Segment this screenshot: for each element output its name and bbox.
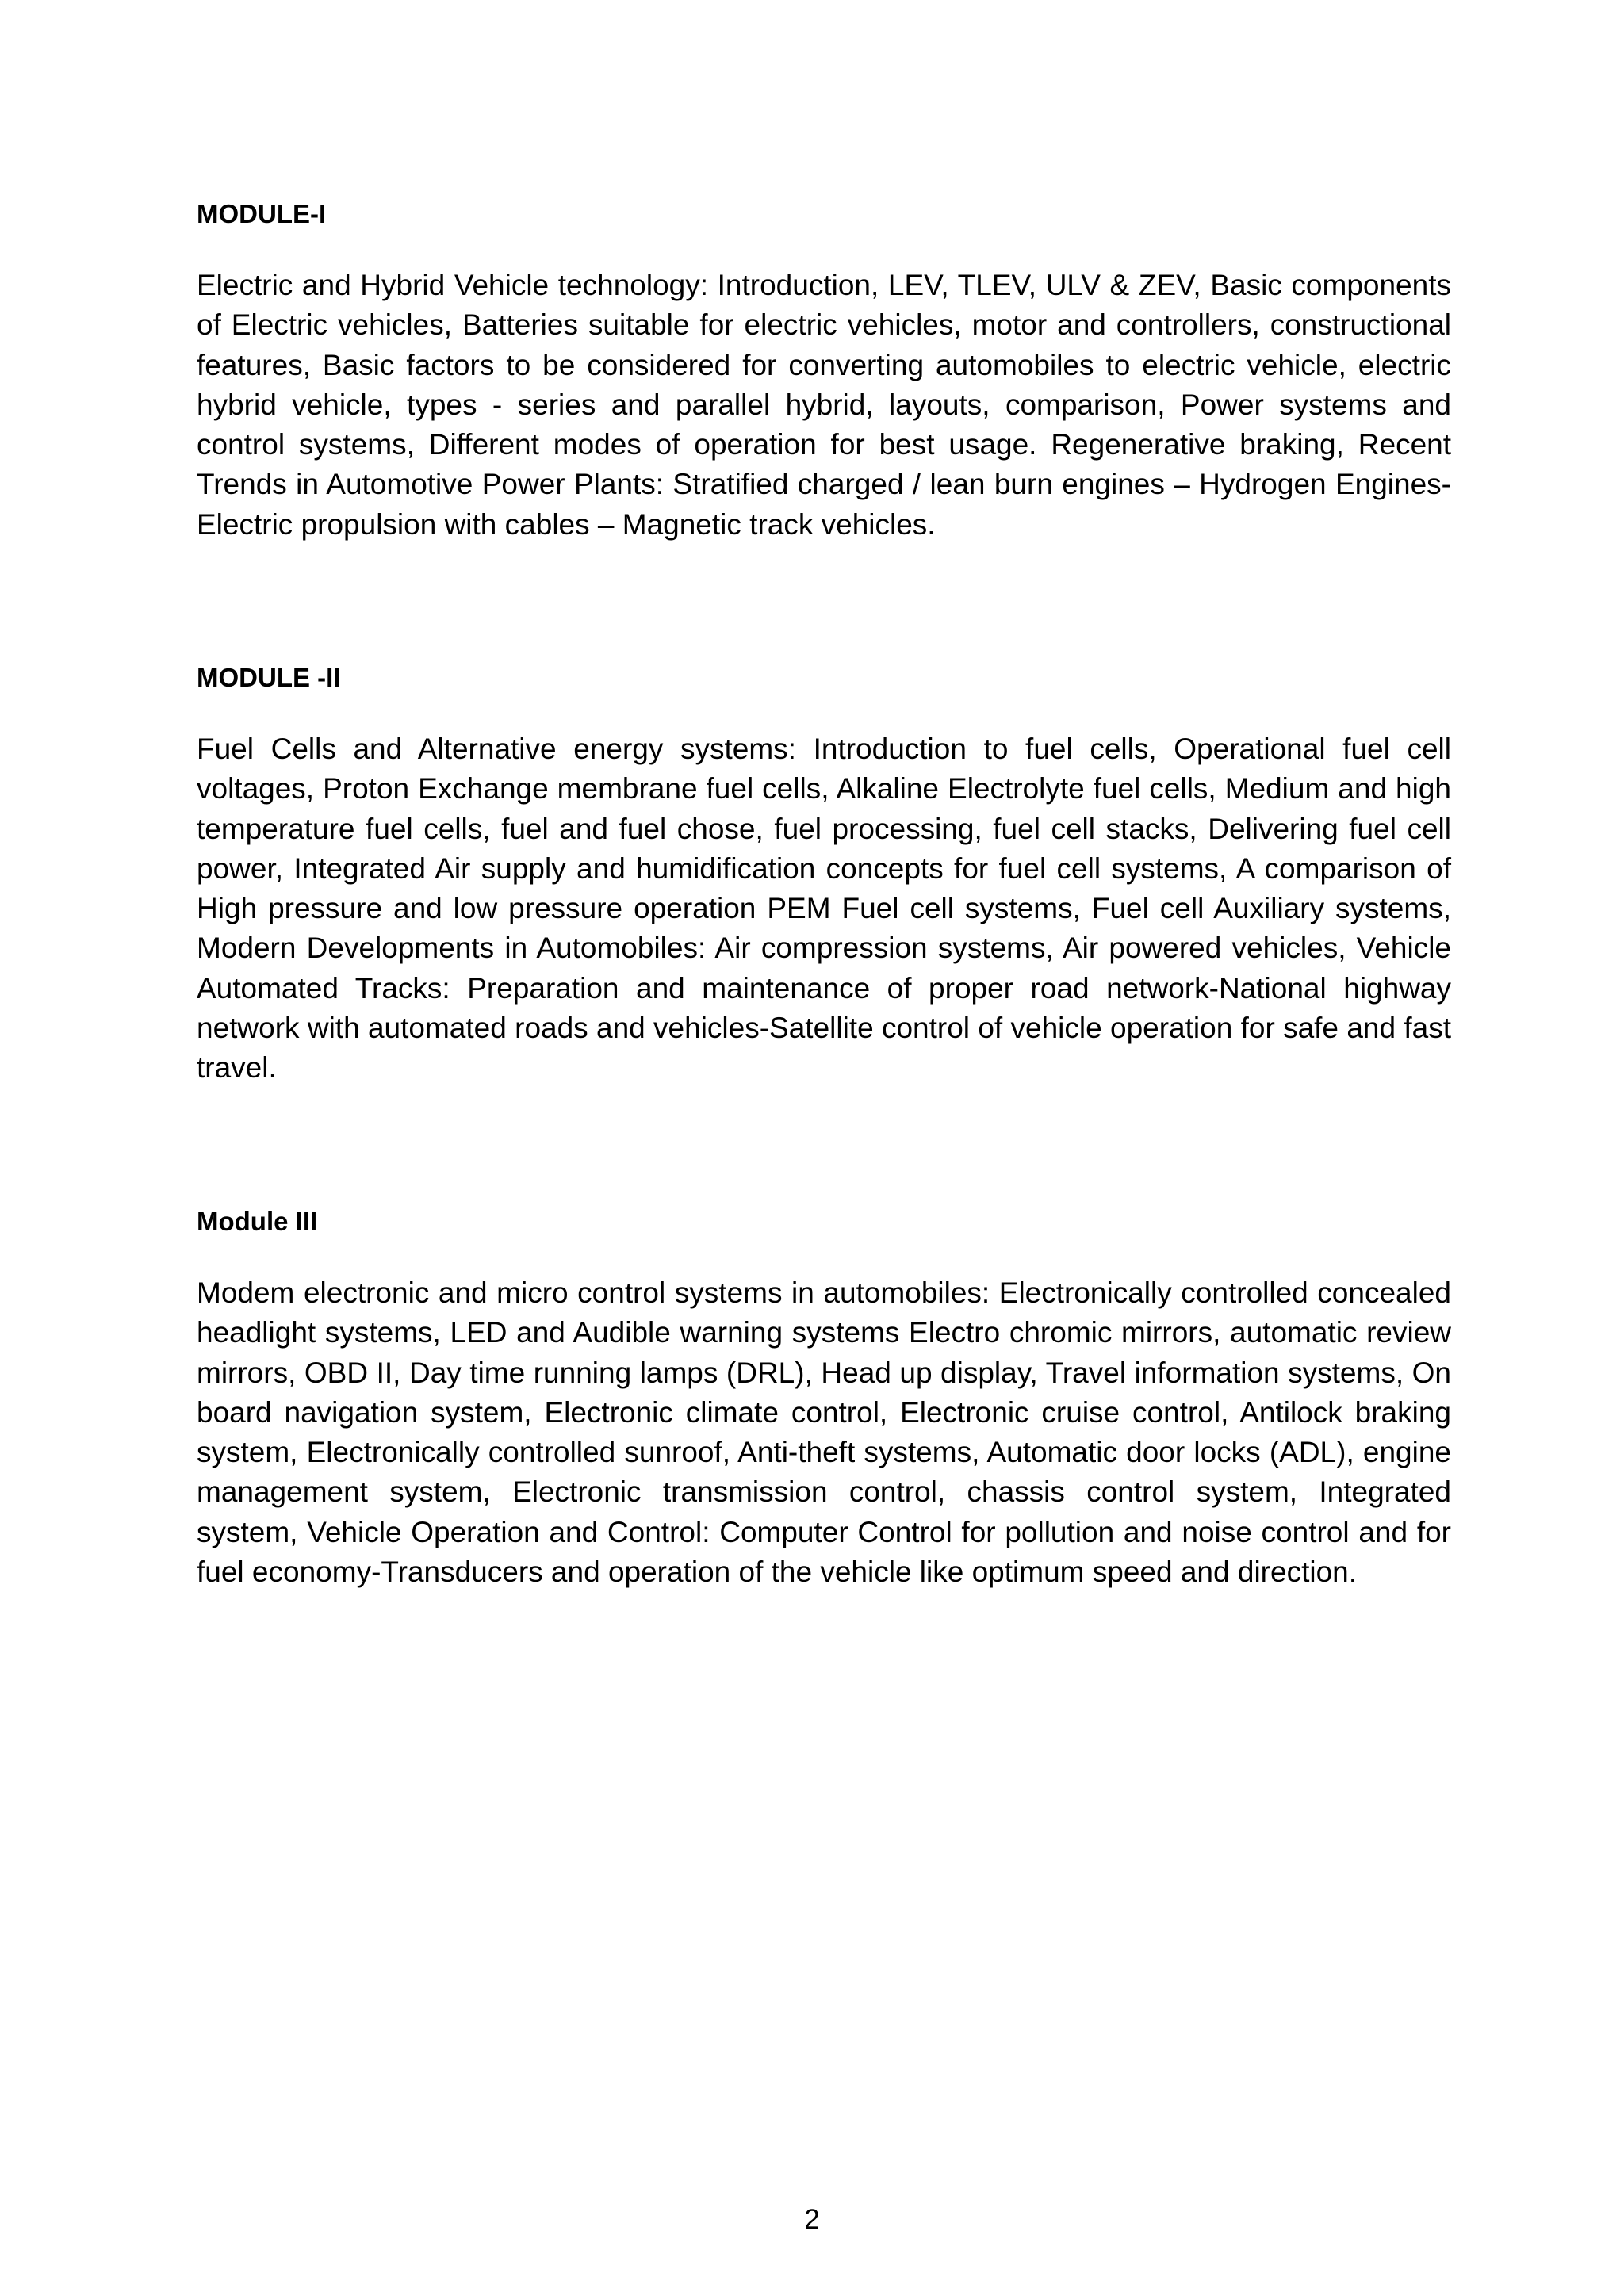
module-3-heading: Module III xyxy=(197,1207,318,1236)
page-number: 2 xyxy=(804,2204,820,2235)
module-2-body: Fuel Cells and Alternative energy systems: Introduction to fuel cells, Operational fuel cell voltages, Proton Exchange membrane fuel cells, Alkaline Electrolyte fuel cells, Medium and high temperature fuel cells, fuel and fuel chose, fuel processing, fuel cell stacks, Delivering fuel cell power, Integrated Air supply and humidification concepts for fuel cell systems, A comparison of High pressure and low pressure operation PEM Fuel cell systems, Fuel cell Auxiliary systems, Modern Developments in Automobiles: Air compression systems, Air powered vehicles, Vehicle Automated Tracks: Preparation and maintenance of proper road network-National highway network with automated roads and vehicles-Satellite control of vehicle operation for safe and fast travel. xyxy=(197,733,1451,1085)
module-2-heading: MODULE -II xyxy=(197,663,341,692)
module-3-body: Modem electronic and micro control systems in automobiles: Electronically controlled concealed headlight systems, LED and Audible warning systems Electro chromic mirrors, automatic review mirrors, OBD II, Day time running lamps (DRL), Head up display, Travel information systems, On board navigation system, Electronic climate control, Electronic cruise control, Antilock braking system, Electronically controlled sunroof, Anti-theft systems, Automatic door locks (ADL), engine management system, Electronic transmission control, chassis control system, Integrated system, Vehicle Operation and Control: Computer Control for pollution and noise control and for fuel economy-Transducers and operation of the vehicle like optimum speed and direction. xyxy=(197,1276,1451,1589)
module-1-section xyxy=(197,198,1451,545)
module-1-body: Electric and Hybrid Vehicle technology: Introduction, LEV, TLEV, ULV & ZEV, Basic components of Electric vehicles, Batteries suitable for electric vehicles, motor and controllers, constructional features, Basic factors to be considered for converting automobiles to electric vehicle, electric hybrid vehicle, types - series and parallel hybrid, layouts, comparison, Power systems and control systems, Different modes of operation for best usage. Regenerative braking, Recent Trends in Automotive Power Plants: Stratified charged / lean burn engines – Hydrogen Engines- Electric propulsion with cables – Magnetic track vehicles. xyxy=(197,269,1451,541)
module-3-section xyxy=(197,1206,1451,1592)
module-2-section xyxy=(197,662,1451,1089)
module-1-heading: MODULE-I xyxy=(197,199,327,228)
